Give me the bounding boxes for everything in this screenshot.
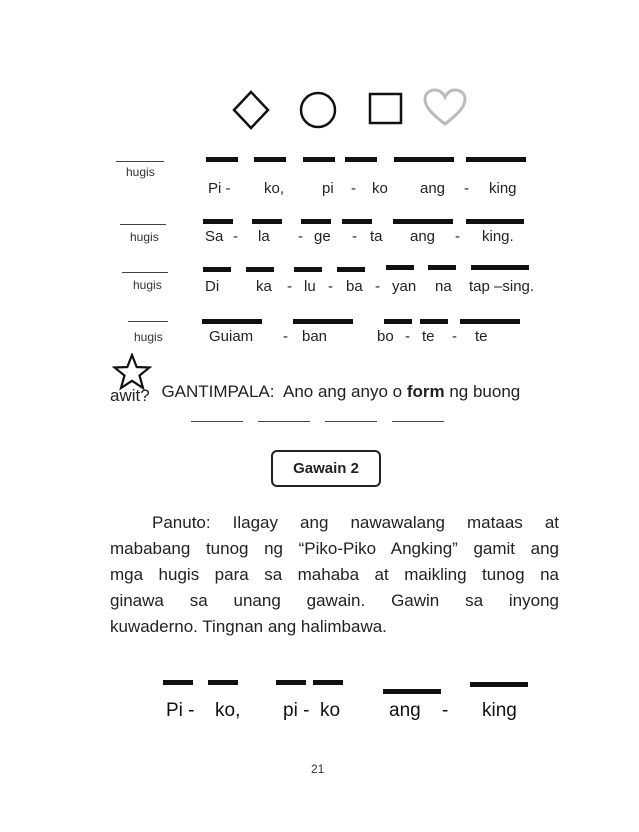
syllable: -: [452, 328, 457, 345]
gawain-title: Gawain 2: [293, 460, 359, 477]
syllable: ge: [314, 228, 331, 245]
long-note-bar: [202, 319, 262, 324]
short-note-bar: [301, 219, 331, 224]
bonus-question-text: GANTIMPALA: Ano ang anyo o: [161, 382, 407, 401]
syllable: Pi -: [208, 180, 231, 197]
syllable: ang: [420, 180, 446, 197]
instructions-paragraph: [110, 510, 559, 640]
bonus-question-end: ng buong: [444, 382, 521, 401]
example-syllable: Pi -: [166, 700, 195, 721]
instruction-line: mga hugis para sa mahaba at maikling tunog na: [110, 565, 559, 584]
syllable: ko,: [264, 180, 285, 197]
answer-blank[interactable]: [116, 161, 164, 162]
syllable: ko: [372, 180, 388, 197]
syllable: -: [351, 180, 356, 197]
diamond-icon: [232, 90, 270, 130]
syllable: ta: [370, 228, 383, 245]
example-syllable: pi -: [283, 700, 310, 721]
short-note-bar: [337, 267, 365, 272]
hugis-label: hugis: [134, 330, 163, 344]
syllable: ban: [302, 328, 328, 345]
syllable: king: [489, 180, 517, 197]
syllable: pi: [322, 180, 334, 197]
long-note-bar: [460, 319, 520, 324]
syllable: la: [258, 228, 270, 245]
short-note-bar: [303, 157, 335, 162]
syllable: na: [435, 278, 452, 295]
example-syllable: ang: [389, 700, 421, 721]
syllable: king.: [482, 228, 514, 245]
short-note-bar: [386, 265, 414, 270]
long-note-bar: [383, 689, 441, 694]
long-note-bar: [293, 319, 353, 324]
syllable: ba: [346, 278, 363, 295]
example-syllable: ko: [320, 700, 341, 721]
example-syllable: ko,: [215, 700, 241, 721]
short-note-bar: [206, 157, 238, 162]
bonus-answer-blank[interactable]: [191, 421, 243, 422]
syllable: ang: [410, 228, 436, 245]
hugis-label: hugis: [130, 230, 159, 244]
syllable: yan: [392, 278, 417, 295]
syllable: -: [283, 328, 288, 345]
long-note-bar: [471, 265, 529, 270]
syllable: -: [455, 228, 460, 245]
instruction-line: ginawa sa unang gawain. Gawin sa inyong: [110, 591, 559, 610]
long-note-bar: [394, 157, 454, 162]
syllable: -: [352, 228, 357, 245]
square-icon: [368, 92, 404, 126]
syllable: -: [405, 328, 410, 345]
bonus-question: [152, 362, 520, 402]
syllable: Sa: [205, 228, 224, 245]
instruction-line: Panuto: Ilagay ang nawawalang mataas at: [152, 513, 559, 532]
instruction-line: kuwaderno. Tingnan ang halimbawa.: [110, 617, 387, 636]
hugis-label: hugis: [126, 165, 155, 179]
syllable: lu: [304, 278, 316, 295]
bonus-answer-blank[interactable]: [258, 421, 310, 422]
syllable: -: [298, 228, 303, 245]
short-note-bar: [208, 680, 238, 685]
short-note-bar: [420, 319, 448, 324]
circle-icon: [298, 90, 338, 130]
syllable: Guiam: [209, 328, 254, 345]
answer-blank[interactable]: [122, 272, 168, 273]
long-note-bar: [470, 682, 528, 687]
syllable: te: [422, 328, 435, 345]
syllable: -: [328, 278, 333, 295]
short-note-bar: [345, 157, 377, 162]
long-note-bar: [466, 157, 526, 162]
short-note-bar: [384, 319, 412, 324]
bonus-answer-blank[interactable]: [392, 421, 444, 422]
syllable: tap –sing.: [469, 278, 535, 295]
short-note-bar: [294, 267, 322, 272]
syllable: -: [287, 278, 292, 295]
syllable: te: [475, 328, 488, 345]
answer-blank[interactable]: [128, 321, 168, 322]
short-note-bar: [276, 680, 306, 685]
syllable: ka: [256, 278, 272, 295]
short-note-bar: [342, 219, 372, 224]
syllable: -: [464, 180, 469, 197]
short-note-bar: [246, 267, 274, 272]
heart-icon: [422, 88, 468, 128]
instruction-line: mababang tunog ng “Piko-Piko Angking” gamit ang: [110, 539, 559, 558]
short-note-bar: [252, 219, 282, 224]
bonus-question-line2: awit?: [110, 386, 150, 405]
syllable: bo: [377, 328, 394, 345]
answer-blank[interactable]: [120, 224, 166, 225]
short-note-bar: [203, 219, 233, 224]
bonus-form-word: form: [406, 382, 445, 401]
short-note-bar: [428, 265, 456, 270]
example-syllable: king: [482, 700, 517, 721]
bonus-answer-blank[interactable]: [325, 421, 377, 422]
long-note-bar: [466, 219, 524, 224]
short-note-bar: [313, 680, 343, 685]
syllable: Di: [205, 278, 220, 295]
hugis-label: hugis: [133, 278, 162, 292]
syllable: -: [233, 228, 238, 245]
long-note-bar: [393, 219, 453, 224]
short-note-bar: [203, 267, 231, 272]
short-note-bar: [254, 157, 286, 162]
gawain-title-box: [271, 450, 381, 487]
example-syllable: -: [442, 700, 449, 721]
syllable: -: [375, 278, 380, 295]
short-note-bar: [163, 680, 193, 685]
page-number: 21: [311, 762, 325, 776]
